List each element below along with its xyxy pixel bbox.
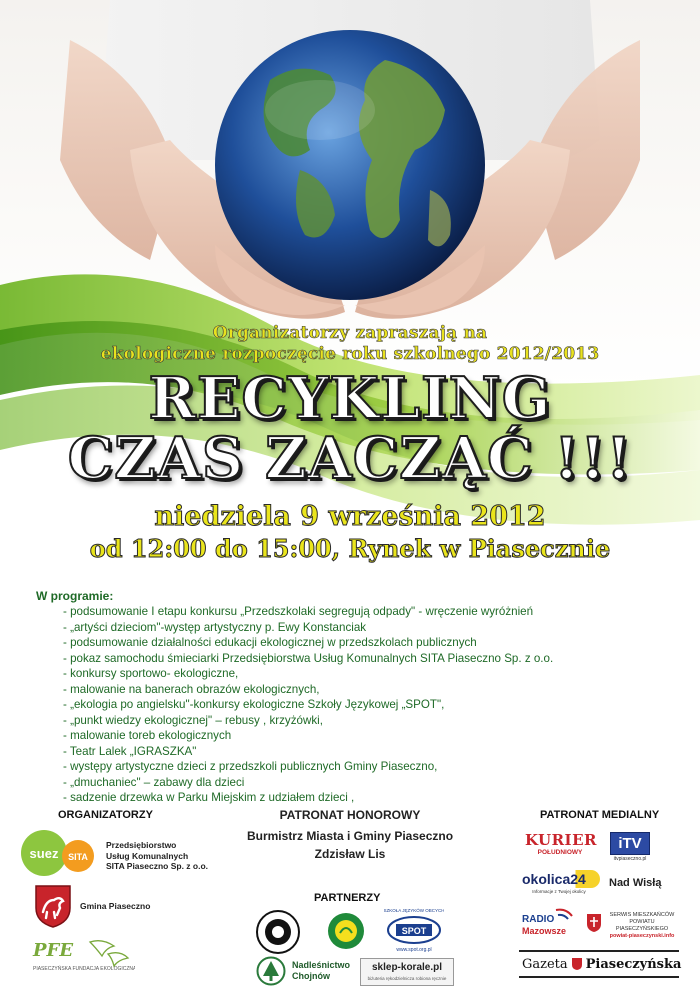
powiat-crest-icon [586,913,602,933]
nadlesnictwo-line-2: Chojnów [292,971,330,981]
spot-url: www.spot.org.pl [396,947,432,953]
spot-top-text: SZKOŁA JĘZYKÓW OBCYCH [384,908,444,913]
gmina-crest-icon [34,884,72,928]
sklep-korale-subtitle: biżuteria rękodzielnicza robiona ręcznie [367,976,447,981]
itv-logo [610,832,650,862]
centrum-kultury-logo [254,908,302,956]
program-title: W programie: [36,589,114,603]
itv-url: itvpiaseczno.pl [613,856,647,862]
invitation-line-1: Organizatorzy zapraszają na [212,323,488,343]
serwis-powiat-logo [606,912,678,940]
headline-czas-zaczac: CZAS ZACZĄĆ !!! [67,425,633,492]
kurier-wordmark: KURIER [525,831,597,849]
okolica24-wordmark: okolica24 [518,870,600,888]
program-item: - podsumowanie I etapu konkursu „Przedszkolaki segregują odpady" - wręczenie wyróżnień [63,604,676,620]
radio-mazowsze-logo [520,906,580,940]
program-list [63,604,676,806]
program-item: - malowanie toreb ekologicznych [63,728,676,744]
kurier-subtitle: POŁUDNIOWY [537,849,583,856]
honorary-line-2: Zdzisław Lis [314,847,386,861]
sklep-korale-logo [360,958,454,986]
program-item: - konkursy sportowo- ekologiczne, [63,666,676,682]
program-item: - Teatr Lalek „IGRASZKA" [63,744,676,760]
nadlesnictwo-line-1: Nadleśnictwo [292,960,351,970]
media-title: PATRONAT MEDIALNY [540,809,660,821]
itv-wordmark: iTV [610,832,650,855]
program-section [36,589,676,806]
program-item: - malowanie na banerach obrazów ekologicznych, [63,682,676,698]
gazeta-wordmark: Gazeta [522,956,568,972]
invitation-line-2: ekologiczne rozpoczęcie roku szkolnego 2012/2013 [100,344,600,364]
program-item: - występy artystyczne dzieci z przedszkoli publicznych Gminy Piaseczno, [63,759,676,775]
honorary-line-1: Burmistrz Miasta i Gminy Piaseczno [246,829,454,843]
nadlesnictwo-name [292,960,350,982]
spot-wordmark: SPOT [401,926,427,936]
event-date: niedziela 9 września 2012 [154,501,546,532]
serwis-line-1: SERWIS MIESZKAŃCÓW [609,912,675,918]
serwis-url: powiat-piaseczynski.info [609,933,675,939]
program-item: - „artyści dzieciom"-występ artystyczny p. Ewy Konstanciak [63,620,676,636]
gmina-name: Gmina Piaseczno [80,901,151,911]
organizers-title: ORGANIZATORZY [58,809,153,821]
sita-wordmark: SITA [68,852,88,862]
sita-name [106,840,208,872]
partners-title: PARTNERZY [314,892,381,904]
program-item: - „punkt wiedzy ekologicznej" – rebusy , krzyżówki, [63,713,676,729]
nad-wisla-logo: Nad Wisłą [609,877,662,889]
pfe-wordmark: PFE [33,940,74,961]
spot-logo [384,904,444,956]
radio-wordmark: RADIO [522,914,555,925]
gazeta-piaseczynska-logo [519,950,682,978]
okolica24-subtitle: Informacje z Twojej okolicy [532,889,586,894]
program-item: - „ekologia po angielsku"-konkursy ekologiczne Szkoły Językowej „SPOT", [63,697,676,713]
suez-wordmark: suez [29,846,59,861]
igraszka-logo [326,911,366,951]
sita-line-3: SITA Piaseczno Sp. z o.o. [106,861,209,871]
program-item: - „dmuchaniec" – zabawy dla dzieci [63,775,676,791]
pfe-logo [30,936,135,976]
sklep-korale-wordmark: sklep-korale.pl [371,962,443,973]
honorary-title: PATRONAT HONOROWY [279,808,421,822]
mazowsze-wordmark: Mazowsze [522,926,567,936]
pfe-fullname: PIASECZYŃSKA FUNDACJA EKOLOGICZNA [33,966,135,972]
gazeta-crest-icon [571,957,583,971]
program-item: - sadzenie drzewka w Parku Miejskim z udziałem dzieci , [63,790,676,806]
sita-logo [20,829,100,877]
sita-line-2: Usług Komunalnych [106,850,189,861]
program-item: - podsumowanie działalności edukacji ekologicznej w przedszkolach publicznych [63,635,676,651]
headline-recykling: RECYKLING [148,365,552,432]
program-item: - pokaz samochodu śmieciarki Przedsiębiorstwa Usług Komunalnych SITA Piaseczno Sp. z o.o. [63,651,676,667]
event-time-place: od 12:00 do 15:00, Rynek w Piasecznie [89,534,611,563]
okolica24-logo [518,870,600,900]
kurier-poludniowy-logo [525,832,595,860]
serwis-line-2: POWIATU PIASECZYŃSKIEGO [615,919,669,932]
piaseczynska-wordmark: Piaseczyńska [585,956,682,972]
lasy-panstwowe-icon [256,956,286,986]
sita-line-1: Przedsiębiorstwo [106,840,177,850]
